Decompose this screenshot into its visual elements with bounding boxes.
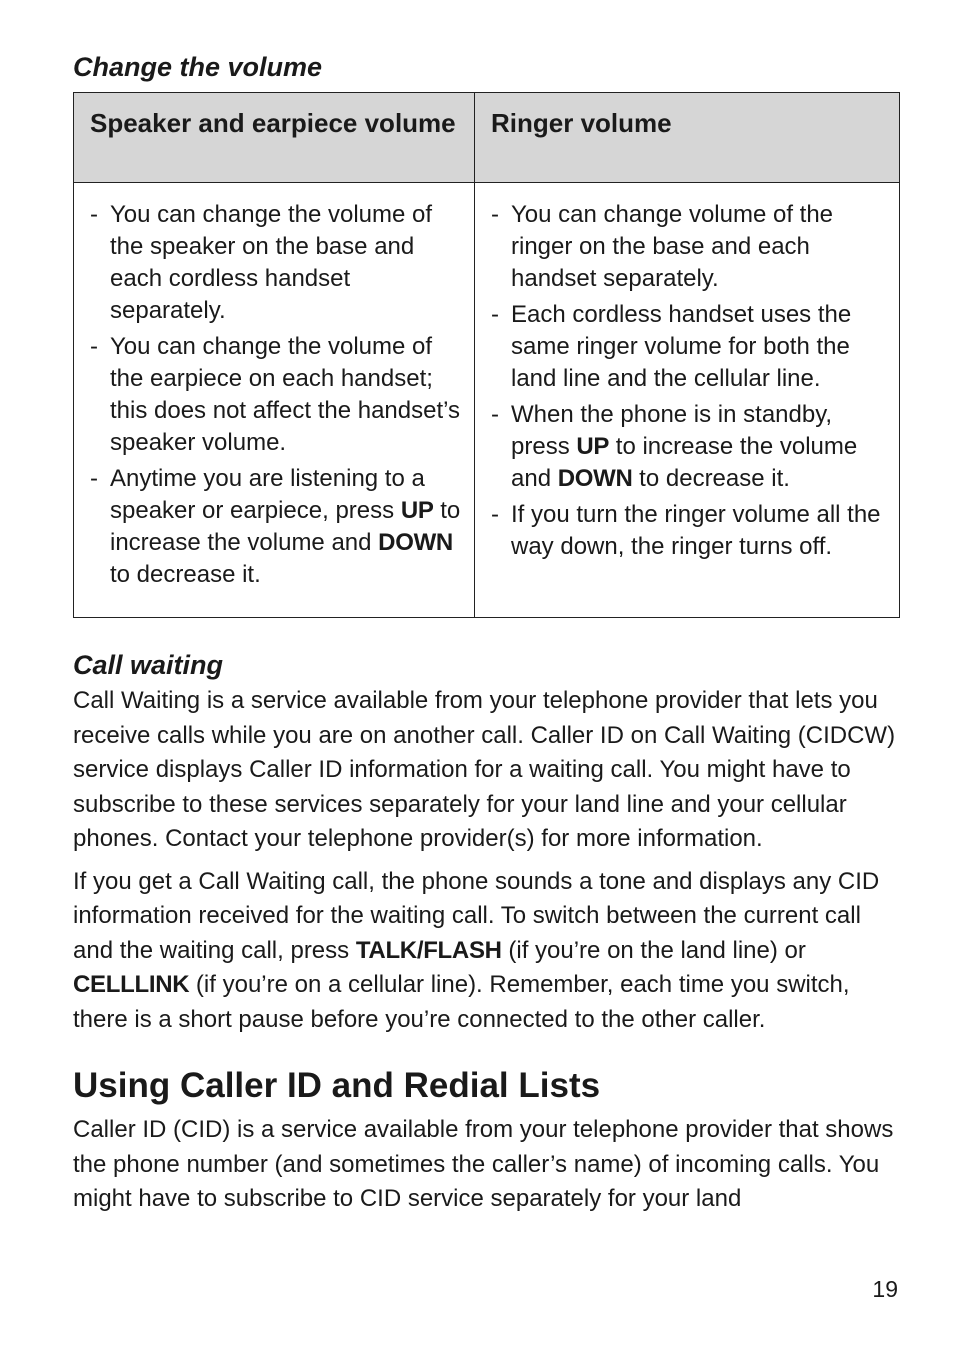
speaker-earpiece-header: Speaker and earpiece volume — [74, 93, 475, 183]
change-volume-heading: Change the volume — [73, 52, 323, 82]
caller-id-paragraph: Caller ID (CID) is a service available from your telephone provider that shows the phone number (and sometimes the caller’s name) of incoming calls. You might have to subscribe to CID service separately for your land — [73, 1116, 894, 1212]
list-item — [88, 463, 462, 591]
call-waiting-paragraph-2 — [73, 865, 901, 1038]
list-item-text: to increase the volume and — [110, 497, 461, 556]
ringer-volume-list — [489, 199, 887, 563]
down-key-label: DOWN — [557, 465, 633, 492]
page-number: 19 — [872, 1276, 898, 1302]
list-item-text: You can change volume of the ringer on the base and each handset separately. — [511, 201, 834, 292]
volume-table — [73, 92, 900, 618]
down-key-label: DOWN — [378, 529, 453, 556]
up-key-label: UP — [400, 497, 434, 524]
list-item-text: You can change the volume of the earpiece on each handset; this does not affect the handset’s speaker volume. — [110, 333, 461, 456]
list-item — [489, 199, 887, 295]
list-item-text: to decrease it. — [110, 561, 261, 588]
paragraph-text: (if you’re on the land line) or — [501, 936, 806, 964]
call-waiting-heading: Call waiting — [73, 650, 224, 680]
volume-table-header-row — [74, 93, 900, 183]
paragraph-text: If you get a Call Waiting call, the phone sounds a tone and displays any CID information received for the waiting call. To switch between the current call and the waiting call, press — [73, 867, 880, 964]
list-item — [489, 399, 887, 495]
call-waiting-section — [73, 648, 901, 1037]
manual-page — [73, 50, 901, 1225]
list-item-text: to decrease it. — [632, 465, 790, 492]
volume-table-body-row — [74, 183, 900, 618]
list-item-text: Each cordless handset uses the same ringer volume for both the land line and the cellular line. — [511, 301, 852, 392]
paragraph-text: (if you’re on a cellular line). Remember, each time you switch, there is a short pause before you’re connected to the other caller. — [73, 971, 850, 1033]
talk-flash-key-label: TALK/FLASH — [355, 936, 502, 964]
list-item-text: Anytime you are listening to a speaker or earpiece, press — [110, 465, 425, 524]
ringer-volume-cell — [475, 183, 900, 618]
speaker-earpiece-cell — [74, 183, 475, 618]
list-item — [489, 499, 887, 563]
list-item-text: to increase the volume and — [511, 433, 858, 492]
list-item — [489, 299, 887, 395]
up-key-label: UP — [576, 433, 610, 460]
celllink-key-label: CELLLINK — [73, 971, 190, 998]
list-item-text: If you turn the ringer volume all the way down, the ringer turns off. — [511, 501, 881, 560]
call-waiting-paragraph-1: Call Waiting is a service available from your telephone provider that lets you receive calls while you are on another call. Caller ID on Call Waiting (CIDCW) service displays Caller ID information for a waiting call. You might have to subscribe to these services separately for your land line and your cellular phones. Contact your telephone provider(s) for more information. — [73, 687, 896, 852]
list-item-text: You can change the volume of the speaker on the base and each cordless handset separately. — [110, 201, 433, 324]
list-item — [88, 331, 462, 459]
speaker-earpiece-list — [88, 199, 462, 591]
list-item — [88, 199, 462, 327]
list-item-text: When the phone is in standby, press — [511, 401, 833, 460]
ringer-volume-header: Ringer volume — [475, 93, 900, 183]
caller-id-heading: Using Caller ID and Redial Lists — [73, 1066, 601, 1105]
